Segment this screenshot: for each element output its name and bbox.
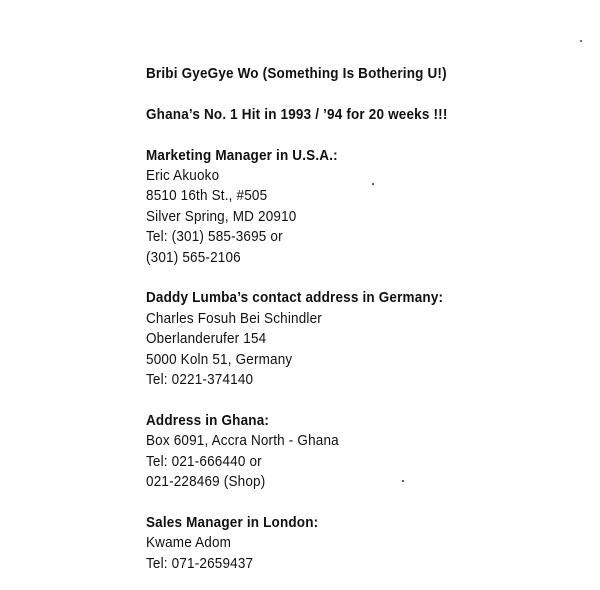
- spacer: [146, 492, 542, 512]
- usa-city: Silver Spring, MD 20910: [146, 207, 297, 225]
- spacer: [146, 390, 542, 410]
- germany-city: 5000 Koln 51, Germany: [146, 350, 293, 368]
- hit-note: Ghana’s No. 1 Hit in 1993 / ’94 for 20 weeks !!!: [146, 105, 448, 123]
- london-contact-block: [146, 513, 542, 574]
- london-name: Kwame Adom: [146, 534, 232, 552]
- usa-name: Eric Akuoko: [146, 167, 220, 184]
- liner-notes: [146, 64, 542, 574]
- ghana-box: Box 6091, Accra North - Ghana: [146, 432, 339, 450]
- usa-heading: Marketing Manager in U.S.A.:: [146, 146, 338, 164]
- usa-phone-2: (301) 565-2106: [146, 248, 241, 266]
- ghana-phone-1: Tel: 021-666440 or: [146, 452, 262, 470]
- germany-name: Charles Fosuh Bei Schindler: [146, 309, 322, 327]
- usa-street: 8510 16th St., #505: [146, 187, 268, 205]
- ghana-heading: Address in Ghana:: [146, 411, 270, 429]
- germany-street: Oberlanderufer 154: [146, 330, 267, 348]
- spacer: [146, 84, 542, 104]
- spacer: [146, 268, 542, 288]
- dust-speck: [580, 40, 582, 42]
- london-phone: Tel: 071-2659437: [146, 554, 254, 572]
- germany-contact-block: [146, 288, 542, 390]
- ghana-contact-block: [146, 411, 542, 493]
- album-title: Bribi GyeGye Wo (Something Is Bothering U!): [146, 65, 447, 82]
- london-heading: Sales Manager in London:: [146, 513, 319, 531]
- usa-phone-1: Tel: (301) 585-3695 or: [146, 228, 283, 246]
- spacer: [146, 125, 542, 145]
- ghana-phone-2: 021-228469 (Shop): [146, 473, 266, 491]
- germany-phone: Tel: 0221-374140: [146, 371, 254, 389]
- germany-heading: Daddy Lumba’s contact address in Germany:: [146, 289, 444, 307]
- usa-contact-block: [146, 146, 542, 268]
